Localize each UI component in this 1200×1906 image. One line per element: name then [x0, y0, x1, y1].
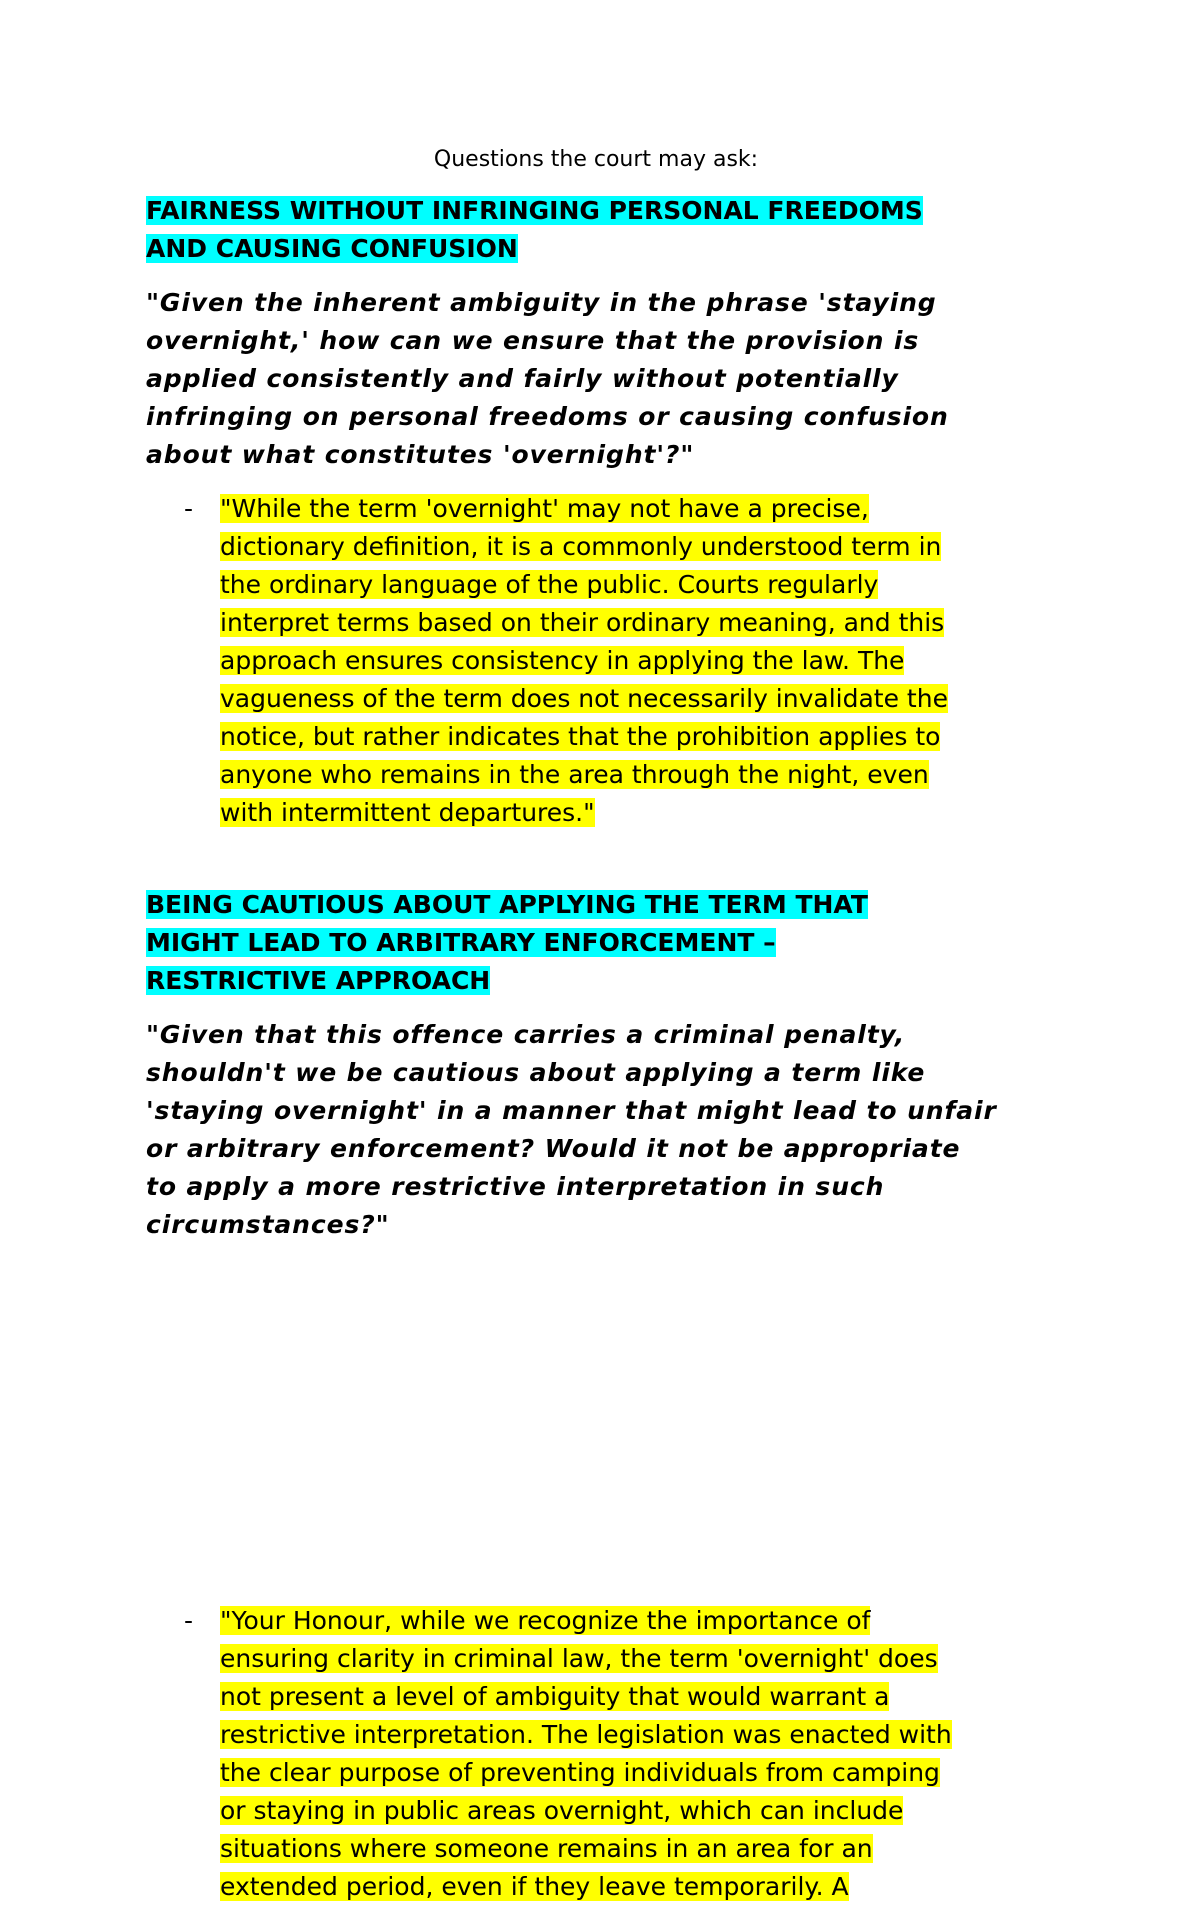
heading-line: FAIRNESS WITHOUT INFRINGING PERSONAL FREEDOMS — [146, 196, 923, 225]
bullet-dash: - — [184, 1606, 194, 1635]
question-line: 'staying overnight' in a manner that might lead to unfair — [146, 1096, 997, 1125]
section-heading — [146, 886, 1066, 1000]
question-line: shouldn't we be cautious about applying a term like — [146, 1058, 926, 1087]
answer-line: interpret terms based on their ordinary meaning, and this — [220, 608, 945, 637]
bullet-dash: - — [184, 494, 194, 523]
heading-line: AND CAUSING CONFUSION — [146, 234, 518, 263]
document-page — [146, 0, 1066, 1901]
answer-line: approach ensures consistency in applying the law. The — [220, 646, 905, 675]
question-line: overnight,' how can we ensure that the provision is — [146, 326, 920, 355]
answer-text — [146, 1602, 1066, 1906]
answer-line: or staying in public areas overnight, which can include — [220, 1796, 904, 1825]
answer-line: with intermittent departures." — [220, 798, 595, 827]
answer-line: extended period, even if they leave temporarily. A — [220, 1872, 849, 1901]
question-line: applied consistently and fairly without potentially — [146, 364, 899, 393]
answer-line: the ordinary language of the public. Courts regularly — [220, 570, 879, 599]
answer-line: dictionary definition, it is a commonly understood term in — [220, 532, 942, 561]
heading-line: RESTRICTIVE APPROACH — [146, 966, 491, 995]
question-line: "Given the inherent ambiguity in the phrase 'staying — [146, 288, 937, 317]
answer-line: vagueness of the term does not necessarily invalidate the — [220, 684, 948, 713]
answer-line: situations where someone remains in an area for an — [220, 1834, 873, 1863]
answer-line: "While the term 'overnight' may not have a precise, — [220, 494, 869, 523]
answer-text — [146, 490, 1066, 832]
answer-line: restrictive interpretation. The legislation was enacted with — [220, 1720, 952, 1749]
answer-line: ensuring clarity in criminal law, the term 'overnight' does — [220, 1644, 938, 1673]
question-line: circumstances?" — [146, 1210, 390, 1239]
question-line: to apply a more restrictive interpretation in such — [146, 1172, 885, 1201]
answer-line: not present a level of ambiguity that would warrant a — [220, 1682, 890, 1711]
question-line: "Given that this offence carries a criminal penalty, — [146, 1020, 906, 1049]
answer-item — [146, 490, 1066, 832]
heading-line: BEING CAUTIOUS ABOUT APPLYING THE TERM THAT — [146, 890, 868, 919]
answer-line: "Your Honour, while we recognize the importance of — [220, 1606, 871, 1635]
answer-item — [146, 1602, 1066, 1906]
question-line: about what constitutes 'overnight'?" — [146, 440, 695, 469]
section-heading — [146, 192, 1066, 268]
court-question — [146, 1016, 1066, 1244]
answer-line: the clear purpose of preventing individuals from camping — [220, 1758, 940, 1787]
question-line: or arbitrary enforcement? Would it not be appropriate — [146, 1134, 961, 1163]
heading-line: MIGHT LEAD TO ARBITRARY ENFORCEMENT – — [146, 928, 776, 957]
page-title: Questions the court may ask: — [433, 147, 759, 172]
court-question — [146, 284, 1066, 474]
answer-line: notice, but rather indicates that the prohibition applies to — [220, 722, 941, 751]
question-line: infringing on personal freedoms or causing confusion — [146, 402, 949, 431]
answer-line: anyone who remains in the area through the night, even — [220, 760, 929, 789]
